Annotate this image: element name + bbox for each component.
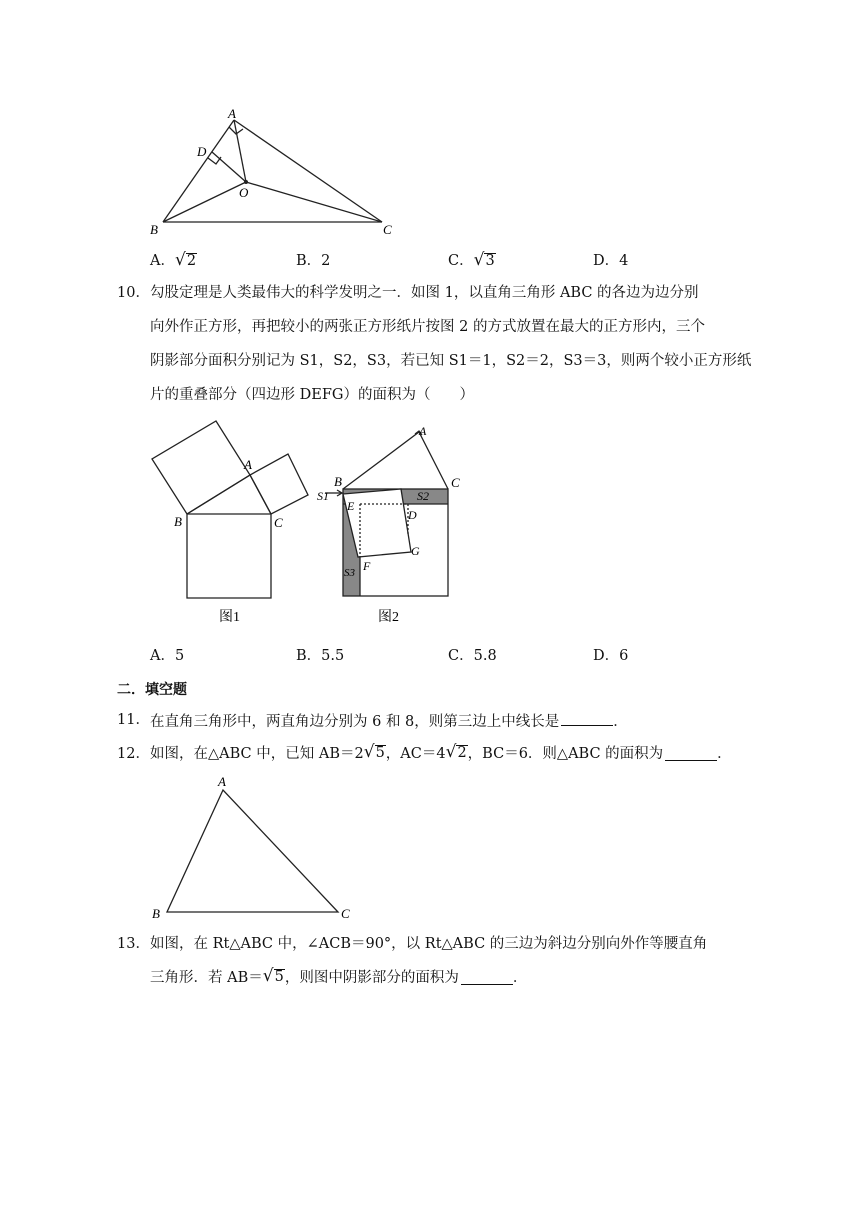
q10-fig2-label-e: E (347, 499, 355, 513)
q12-label-c: C (341, 906, 350, 921)
q10-fig2-label-s1: S1 (317, 489, 329, 503)
q10-choice-d: D．6 (593, 648, 629, 664)
q13-number: 13． (117, 936, 150, 952)
q10-fig2-label-f: F (363, 559, 371, 573)
q10-fig2-label-s2: S2 (417, 489, 429, 503)
q12-label-b: B (152, 906, 160, 921)
q10-figure-2 (315, 418, 475, 628)
section-title: 二．填空题 (117, 682, 187, 698)
q9-segment-bo (163, 182, 246, 222)
q9-label-o: O (239, 185, 249, 200)
q9-choice-c: C． √ 3 (448, 250, 495, 270)
q9-figure (140, 100, 410, 245)
q13-line-2: 三角形．若 AB＝ √ 5 ，则图中阴影部分的面积为 ． (150, 966, 528, 986)
q13-answer-blank[interactable] (461, 972, 513, 985)
q10-fig1-square-bc (187, 514, 271, 598)
q13-line-1: 如图，在 Rt△ABC 中，∠ACB＝90°，以 Rt△ABC 的三边为斜边分别向外作等腰直角 (150, 936, 708, 952)
q10-fig1-triangle (187, 475, 271, 514)
q10-fig1-label-b: B (174, 514, 182, 529)
q10-fig2-label-b: B (334, 474, 342, 489)
q10-line-4: 片的重叠部分（四边形 DEFG）的面积为（ ） (150, 387, 474, 403)
q9-choice-a: A． √ 2 (150, 250, 197, 270)
q10-fig2-label-a: A (419, 424, 427, 438)
q10-choice-b: B．5.5 (296, 648, 345, 664)
q9-choice-d: D．4 (593, 253, 629, 269)
q10-fig1-caption: 图1 (219, 610, 240, 625)
q12-question: 如图，在△ABC 中，已知 AB＝2 √ 5 ，AC＝4 √ 2 ，BC＝6．则△ABC 的面积为 ． (150, 742, 732, 762)
q9-label-c: C (383, 222, 392, 237)
q12-triangle (167, 790, 338, 912)
q10-fig2-triangle (343, 432, 448, 489)
q12-number: 12． (117, 746, 150, 762)
q11-answer-blank[interactable] (561, 713, 613, 726)
q9-segment-ab (163, 120, 234, 222)
q12-answer-blank[interactable] (665, 748, 717, 761)
q10-line-2: 向外作正方形，再把较小的两张正方形纸片按图 2 的方式放置在最大的正方形内，三个 (150, 319, 705, 335)
q10-fig2-label-g: G (411, 544, 420, 558)
q9-label-b: B (150, 222, 158, 237)
q10-fig1-label-c: C (274, 515, 283, 530)
q9-segment-oc (246, 182, 382, 222)
q9-label-a: A (228, 106, 236, 121)
q9-label-d: D (197, 144, 207, 159)
q11-question: 在直角三角形中，两直角边分别为 6 和 8，则第三边上中线长是 ． (150, 714, 628, 730)
q10-fig2-label-s3: S3 (344, 567, 355, 579)
q10-figure-1 (145, 408, 325, 628)
q10-line-3: 阴影部分面积分别记为 S1，S2，S3，若已知 S1＝1，S2＝2，S3＝3，则两个较小正方形纸 (150, 353, 752, 369)
q10-fig2-caption: 图2 (378, 610, 399, 625)
q9-choice-b: B．2 (296, 253, 331, 269)
q10-fig1-square-ac (250, 454, 308, 514)
q11-number: 11． (117, 712, 150, 728)
q10-fig1-label-a: A (244, 457, 252, 472)
q10-fig2-label-c: C (451, 475, 460, 490)
q10-line-1: 勾股定理是人类最伟大的科学发明之一．如图 1，以直角三角形 ABC 的各边为边分别 (150, 285, 699, 301)
q10-choice-a: A．5 (150, 648, 185, 664)
q12-figure (145, 770, 365, 925)
q10-choice-c: C．5.8 (448, 648, 497, 664)
q12-label-a: A (218, 774, 226, 789)
q10-fig2-label-d: D (408, 508, 417, 522)
q10-fig1-square-ab (152, 421, 250, 514)
q9-segment-ac (234, 120, 382, 222)
q10-number: 10． (117, 285, 150, 301)
